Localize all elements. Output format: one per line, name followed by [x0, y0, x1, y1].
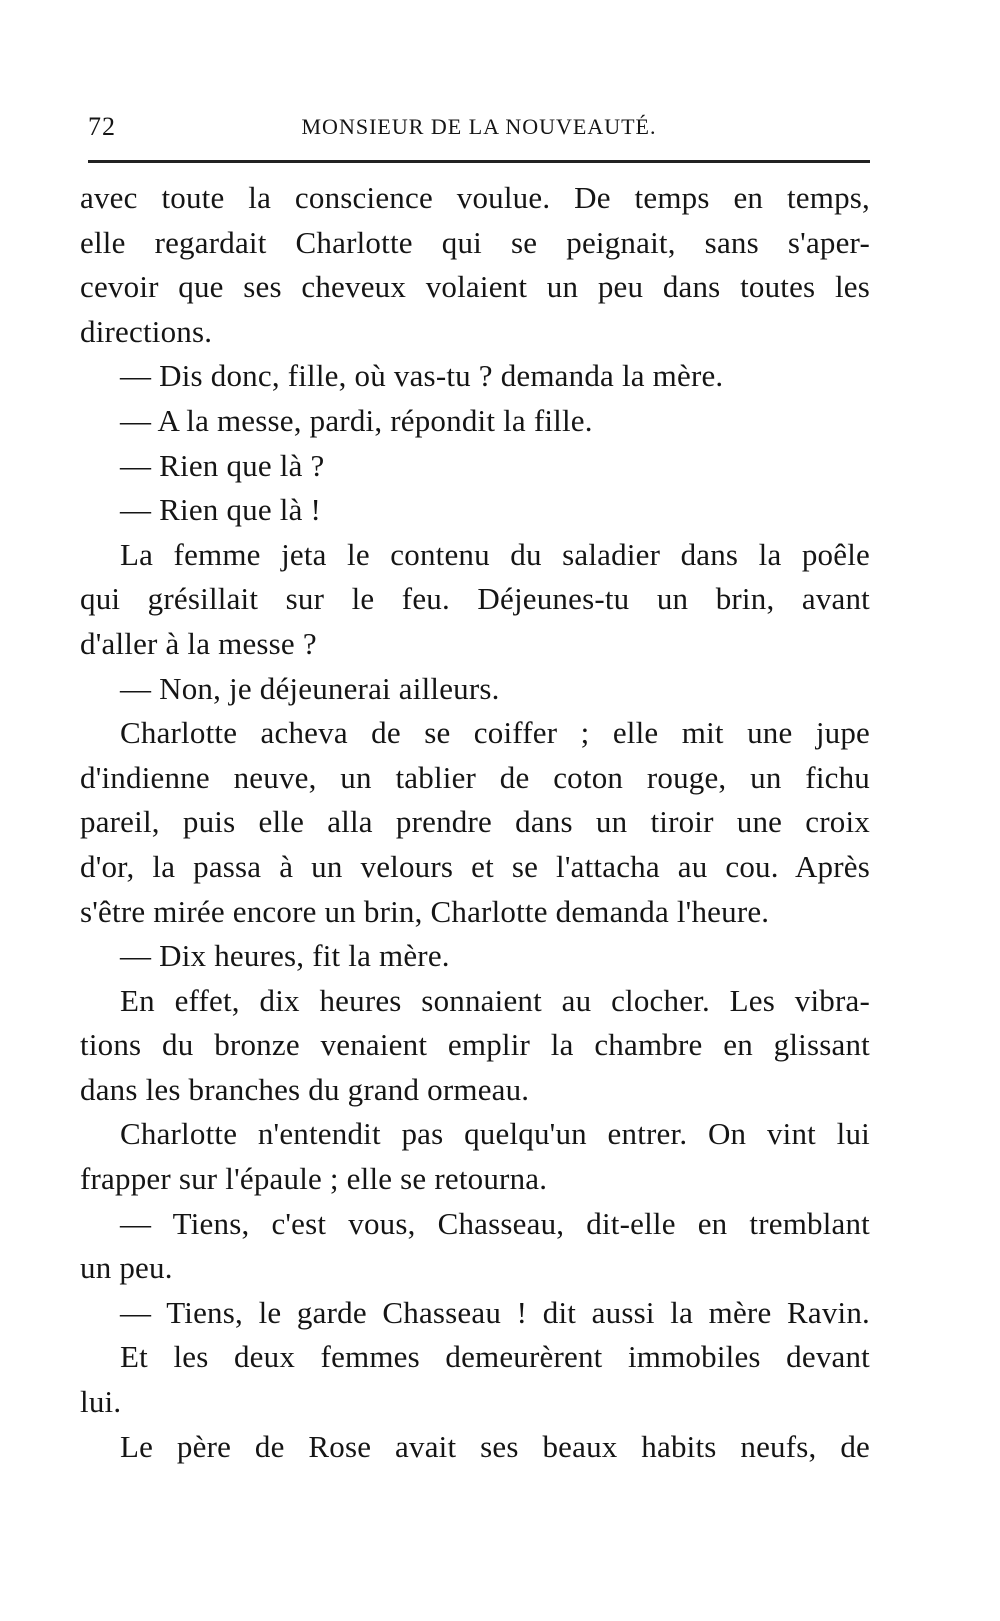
text-line: directions. [80, 313, 213, 349]
text-line: En effet, dix heures sonnaient au clocher. Les vibra- [120, 982, 870, 1018]
text-line: La femme jeta le contenu du saladier dans la poêle [120, 536, 870, 572]
page-header [88, 112, 870, 152]
text-line: qui grésillait sur le feu. Déjeunes-tu un brin, avant [80, 581, 870, 617]
body-text [80, 176, 870, 1469]
text-line: pareil, puis elle alla prendre dans un tiroir une croix [80, 804, 870, 840]
text-line: Charlotte acheva de se coiffer ; elle mit une jupe [120, 715, 870, 751]
text-line: d'indienne neuve, un tablier de coton rouge, un fichu [80, 759, 870, 795]
page-number: 72 [88, 112, 116, 141]
text-line: cevoir que ses cheveux volaient un peu dans toutes les [80, 269, 870, 305]
text-line: s'être mirée encore un brin, Charlotte demanda l'heure. [80, 893, 770, 929]
running-title: MONSIEUR DE LA NOUVEAUTÉ. [301, 114, 657, 139]
text-line: dans les branches du grand ormeau. [80, 1071, 530, 1107]
text-line: tions du bronze venaient emplir la chambre en glissant [80, 1027, 870, 1063]
text-line: Le père de Rose avait ses beaux habits neufs, de [120, 1428, 870, 1464]
text-line: avec toute la conscience voulue. De temps en temps, [80, 180, 870, 215]
text-line: d'or, la passa à un velours et se l'attacha au cou. Après [80, 848, 870, 884]
text-line: frapper sur l'épaule ; elle se retourna. [80, 1161, 548, 1197]
text-line: Charlotte n'entendit pas quelqu'un entrer. On vint lui [120, 1116, 870, 1152]
text-line: — Non, je déjeunerai ailleurs. [120, 670, 500, 706]
text-line: Et les deux femmes demeurèrent immobiles devant [120, 1339, 870, 1375]
text-line: lui. [80, 1384, 122, 1420]
text-line: — Tiens, c'est vous, Chasseau, dit-elle en tremblant [120, 1205, 870, 1241]
text-line: — Rien que là ? [120, 447, 325, 483]
text-line: elle regardait Charlotte qui se peignait, sans s'aper- [80, 224, 870, 260]
text-line: — Tiens, le garde Chasseau ! dit aussi la mère Ravin. [120, 1294, 870, 1330]
text-line: — Dix heures, fit la mère. [120, 938, 450, 974]
header-rule [88, 160, 870, 163]
text-line: — Dis donc, fille, où vas-tu ? demanda la mère. [120, 358, 724, 394]
text-line: un peu. [80, 1250, 173, 1286]
text-line: — Rien que là ! [120, 492, 322, 528]
text-line: d'aller à la messe ? [80, 625, 317, 661]
text-line: — A la messe, pardi, répondit la fille. [120, 402, 593, 438]
